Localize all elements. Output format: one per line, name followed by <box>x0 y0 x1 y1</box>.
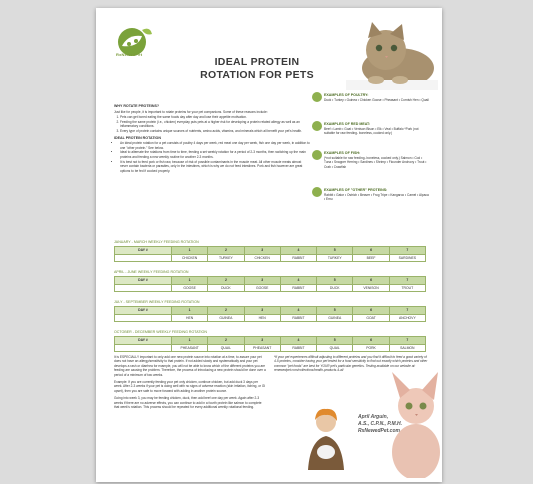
ideal-points-list <box>114 141 310 173</box>
why-rotate-section <box>114 104 310 175</box>
list-item: • Ideal to alternate the rotations from time to time, feeding a set weekly rotation for a period of 2-3 months, then switching up the main proteins and feeding a new weekly routine for another 2-3 months. <box>120 150 310 159</box>
table-row: CHICKEN TURKEY CHICKEN RABBIT TURKEY BEEF SARDINES <box>115 254 426 262</box>
table-row: HEN GUINEA HEN RABBIT GUINEA GOAT ANCHOVY <box>115 314 426 322</box>
list-item: 1. Pets can get bored eating the same foods day after day and lose their appetite motivation. <box>120 115 310 120</box>
table-row: DAY # 1 2 3 4 5 6 7 <box>115 337 426 345</box>
bullet-icon <box>312 150 322 160</box>
examples-sidebar <box>312 92 430 216</box>
list-item: • It is best not to feed pork or fish raw, because of risk of possible contaminants in the muscle meat. All other muscle meats almost never contain bacteria or parasites, only in the intestines, which is why we do not feed intestines. Pork and fish however are great options to be fed if cooked properly. <box>120 160 310 174</box>
table-row: DAY # 1 2 3 4 5 6 7 <box>115 307 426 315</box>
author-name: April Arguin, <box>358 414 389 420</box>
bullet-icon <box>312 121 322 131</box>
brand-name: RxNewedPet <box>116 52 143 57</box>
rotation-title: JULY - SEPTEMBER WEEKLY FEEDING ROTATION <box>114 300 200 304</box>
examples-poultry: EXAMPLES OF POULTRY: Duck • Turkey • Guinea • Chicken Goose • Pheasant • Cornish Hen • Quail <box>312 92 430 120</box>
rotation-title: OCTOBER - DECEMBER WEEKLY FEEDING ROTATION <box>114 330 207 334</box>
author-credentials: A.S., C.P.N., P.M.H. <box>358 421 402 427</box>
rotation-title: APRIL - JUNE WEEKLY FEEDING ROTATION <box>114 270 189 274</box>
brand-logo <box>112 20 156 64</box>
reasons-list <box>114 115 310 133</box>
rotation-table <box>114 306 426 322</box>
rotation-q1 <box>114 240 426 262</box>
why-heading: WHY ROTATE PROTEINS? <box>114 104 160 108</box>
list-item: 3. Every type of protein contains unique sources of nutrients, amino acids, vitamins, and minerals which all benefit your pet's health. <box>120 129 310 134</box>
document-page <box>96 8 442 482</box>
examples-red-meat: EXAMPLES OF RED MEAT: Beef • Lamb • Goat • Venison Bison • Elk • Veal • Buffalo *Pork (not suitable for raw feeding- boneless, cooked only.) <box>312 121 430 149</box>
ideal-heading: IDEAL PROTEIN ROTATION <box>114 135 161 140</box>
examples-other: EXAMPLES OF "OTHER" PROTEINS: Rabbit • Gator • Ostrich • Beaver • Frog Tripe • Kangaroo • Camel • Alpaca • Emu <box>312 187 430 215</box>
table-row: PHEASANT QUAIL PHEASANT RABBIT QUAIL PORK SALMON <box>115 344 426 352</box>
paragraph: Going into week 3, you may be feeding chicken, duck, then add beef one day per week. Again after 2-3 weeks if there are no adverse effects, you can continue to add in a fourth protein like salmon to complete that week's rotation. This process should be repeated for every additional weekly rotational feeding. <box>114 396 262 410</box>
page-title: IDEAL PROTEIN ROTATION FOR PETS <box>200 56 314 81</box>
rotation-table <box>114 246 426 262</box>
sensitivity-note: *If your pet experiences difficult adjusting to different proteins and you find it difficult to feed a good variety of 4-5 proteins, consider having your pet tested for a food sensitivity to find out exactly which proteins and other common "pet foods" are best for YOUR pet's particular genetics. Testing available on our website at: renewedpet.com/collections/health-products-4-all <box>274 355 428 373</box>
paragraph: Example: If you are currently feeding your pet only chicken, continue chicken, but add duck 3 days per week. After 2-3 weeks if your pet is doing well with no signs of adverse reaction (skin irritation, itching, or GI upset), then you are safe to move forward with adding in another protein source. <box>114 380 266 393</box>
rotation-q3 <box>114 300 426 322</box>
rotation-q2 <box>114 270 426 292</box>
sphynx-cat-image <box>382 368 442 478</box>
why-intro: Just like for people, it is important to rotate proteins for your pet companions. Some of these reasons include: <box>114 109 268 114</box>
author-website: RxNewedPet.com <box>358 428 400 434</box>
table-row: GOOSE DUCK GOOSE RABBIT DUCK VENISON TROUT <box>115 284 426 292</box>
rotation-table <box>114 336 426 352</box>
introduction-guidance <box>114 355 266 412</box>
table-row: DAY # 1 2 3 4 5 6 7 <box>115 277 426 285</box>
bullet-icon <box>312 92 322 102</box>
author-photo <box>304 406 348 470</box>
paragraph: It is ESPECIALLY important to only add one new protein source into rotation at a time, to assure your pet does not have an allergy/sensitivity to that protein. If not added slowly and systematically and your pet develops a rash or diarrhea for example, you will not be able to know which of the different proteins you are feeding are causing the problem. Therefore, the process of introducing a new protein should be done over a period of a minimum of two weeks. <box>114 355 266 377</box>
bullet-icon <box>312 187 322 197</box>
kitten-image <box>346 18 438 90</box>
rotation-q4 <box>114 330 426 352</box>
table-row: DAY # 1 2 3 4 5 6 7 <box>115 247 426 255</box>
rotation-table <box>114 276 426 292</box>
list-item: • An ideal protein rotation for a pet consists of poultry 4 days per week, red meat one day per week, fish one day per week, in addition to one "other protein." See below. <box>120 141 310 150</box>
examples-fish: EXAMPLES OF FISH: (*not suitable for raw feeding- boneless, cooked only.) Salmon • Cod • Tuna • Snapper Herring • Sardines • Shrimp • Flounder Anchovy • Trout • Crab • Crawfish <box>312 150 430 186</box>
rotation-title: JANUARY - MARCH WEEKLY FEEDING ROTATION <box>114 240 199 244</box>
list-item: 2. Feeding the same protein (i.e., chicken) everyday puts pets at a higher risk for developing a protein related allergy as well as an inflammatory conditions. <box>120 120 310 129</box>
